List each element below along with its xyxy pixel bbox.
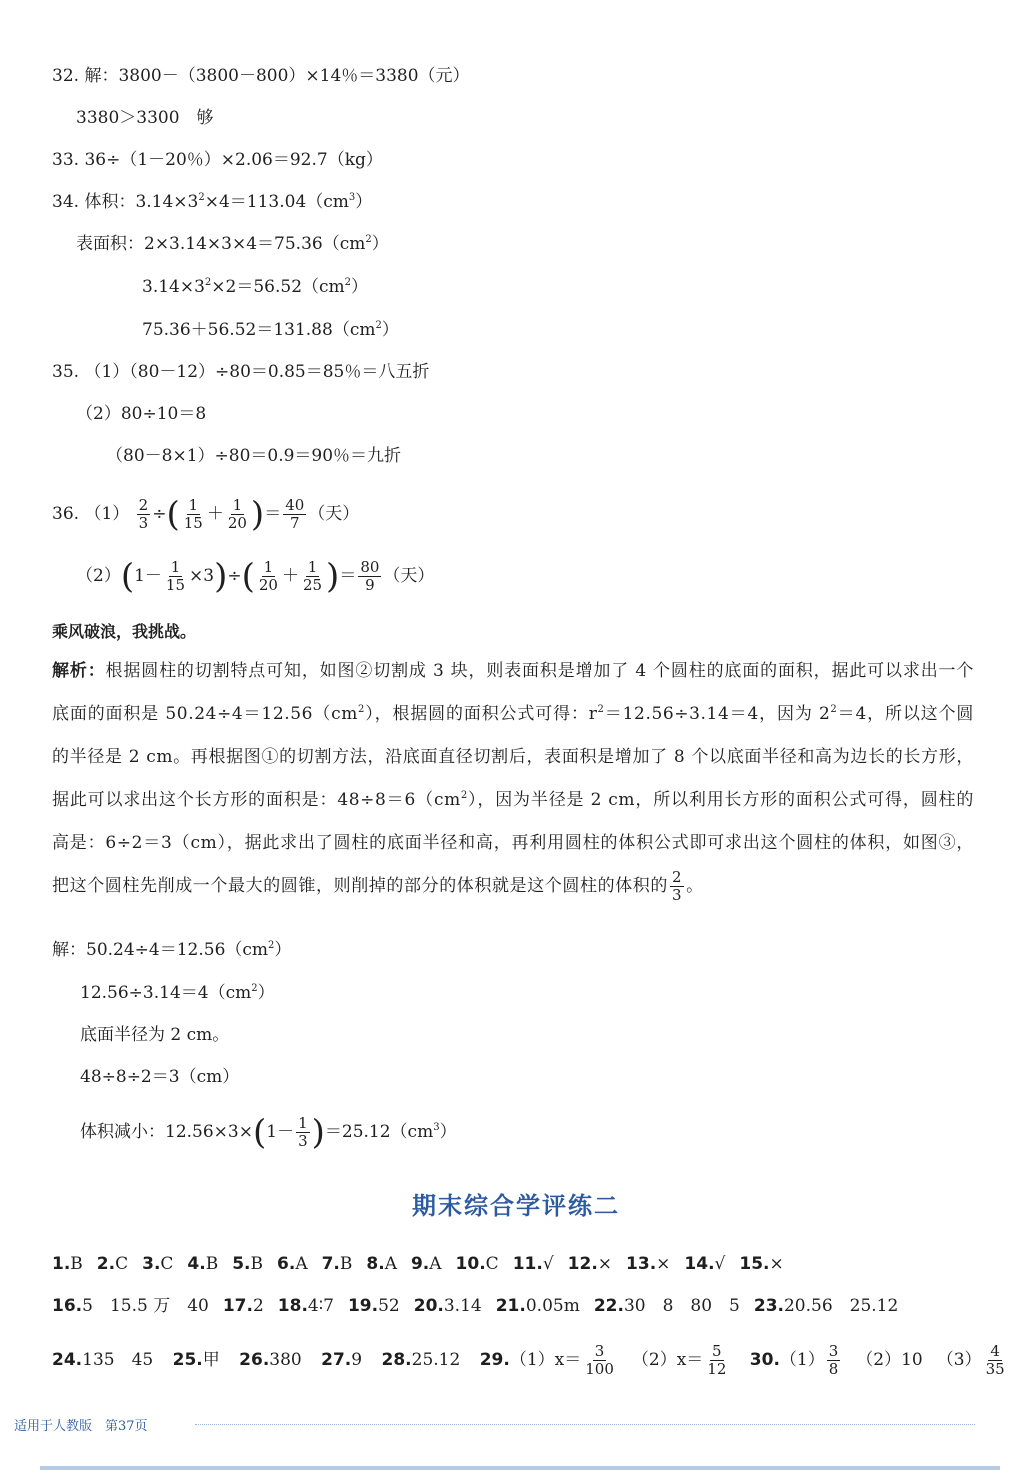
fraction: $\frac{3}{100}$ [585, 1342, 614, 1378]
q27-number: 27. [321, 1350, 352, 1370]
analysis-text-6: 。 [686, 876, 704, 896]
answer-number: 16. [52, 1296, 83, 1316]
q36-prefix: 36. （1） [52, 504, 130, 524]
answer-number: 23. [753, 1296, 784, 1316]
analysis-label: 解析： [52, 661, 106, 681]
answer-value: B [70, 1254, 83, 1274]
sup-2: 2 [597, 704, 605, 715]
answer-value: A [295, 1254, 308, 1274]
answer-number: 19. [347, 1296, 379, 1316]
q34-total-text: 75.36＋56.52＝131.88（cm [142, 320, 376, 340]
q34-volume-b: ×4＝113.04（cm [204, 192, 349, 212]
answer-value: B [250, 1254, 264, 1274]
fraction: $\frac{1}{15}$ [165, 558, 186, 594]
fraction: $\frac{1}{20}$ [258, 558, 278, 594]
q27-answer: 9 [351, 1350, 363, 1370]
solution-line-2: $12.56\div 3.14=4(cm^2)$ [80, 983, 275, 1003]
sup-3: 3 [348, 192, 356, 203]
fraction: $\frac{40}{7}$ [285, 496, 305, 532]
fraction: $\frac{1}{3}$ [298, 1114, 308, 1150]
sup-2: 2 [268, 940, 275, 951]
q25-answer: 甲 [202, 1350, 220, 1370]
analysis-text-3: ＝12.56÷3.14＝4，因为 2 [604, 704, 831, 724]
answer-number: 12. [567, 1254, 598, 1274]
sup-2: 2 [204, 277, 212, 288]
answer-value: 52 [378, 1296, 400, 1316]
bottom-band [40, 1466, 1000, 1470]
answer-value: 20.56 25.12 [783, 1296, 899, 1316]
q30-answer-2: （2）10 [856, 1350, 923, 1370]
fraction: $\frac{1}{15}$ [183, 496, 203, 532]
q32-line: 32. 解：3800－（3800－800）×14％＝3380（元） [52, 66, 470, 86]
answer-value: 30 8 80 5 [623, 1296, 740, 1316]
solution-line-5: 体积减小：12.56×3×(1－ $\frac{1}{3}$ )$=25.12(cm^3)$ [80, 1112, 457, 1153]
solution-text-2: 12.56÷3.14＝4（cm [80, 983, 252, 1003]
answer-number: 10. [455, 1254, 486, 1274]
fraction: $\frac{2}{3}$ [672, 868, 683, 904]
q30-answer-3: （3） [936, 1350, 982, 1370]
q34-surface-text: 表面积：2×3.14×3×4＝75.36（cm [76, 234, 366, 254]
q32-compare: 3380＞3300 够 [76, 108, 214, 128]
q33-line: 33. 36÷（1－20％）×2.06＝92.7（kg） [52, 150, 383, 170]
solution-line-4: 48÷8÷2＝3（cm） [80, 1067, 240, 1087]
answer-number: 20. [413, 1296, 444, 1316]
q36b-prefix: （2） [76, 566, 121, 586]
answer-number: 13. [626, 1254, 657, 1274]
solution-text-1: 解：50.24÷4＝12.56（cm [52, 940, 269, 960]
analysis-text-1: 根据圆柱的切割特点可知，如图②切割成 3 块，则表面积是增加了 4 个圆柱的底面的面积，据此可以求出一个底面的面积是 50.24÷4＝12.56（cm [52, 661, 974, 724]
sup-2: 2 [365, 234, 372, 245]
answer-value: A [384, 1254, 397, 1274]
fraction: $\frac{2}{3}$ [138, 496, 149, 532]
q24-answer: 135 45 [82, 1350, 154, 1370]
analysis-text-2: ），根据圆的面积公式可得：r [364, 704, 598, 724]
q35-line: 35. （1）（80－12）÷80＝0.85＝85％＝八五折 [52, 362, 430, 382]
answer-number: 4. [187, 1254, 206, 1274]
answer-value: 2 [252, 1296, 264, 1316]
answer-number: 21. [495, 1296, 526, 1316]
fraction: $\frac{5}{12}$ [707, 1342, 727, 1378]
answers-row-3 [52, 1340, 1009, 1380]
q30-number: 30. [749, 1350, 780, 1370]
analysis-paragraph [52, 650, 974, 908]
section-title: 期末综合学评练二 [412, 1192, 620, 1220]
answer-number: 18. [277, 1296, 308, 1316]
sup-2: 2 [375, 320, 382, 331]
q36-part2: （2）(1－ $\frac{1}{15}$ ×3)÷( $\frac{1}{20}$ ＋ $\frac{1}{25}$ )＝ $\frac{80}{9}$ （天） [76, 556, 435, 597]
fraction: $\frac{4}{35}$ [985, 1342, 1005, 1378]
q24-number: 24. [52, 1350, 83, 1370]
solution-text-5b: ＝25.12（cm [324, 1122, 434, 1142]
analysis-text-4: ＝4，所以这个圆的半径是 2 cm。再根据图①的切割方法，沿底面直径切割后，表面积是增加了 8 个以底面半径和高为边长的长方形，据此可以求出这个长方形的面积是：48÷8＝6（cm [52, 704, 974, 810]
q34-base: $3.14\times 3^2\times 2=56.52(cm^2)$ [142, 277, 369, 297]
q35-part2: （2）80÷10＝8 [76, 404, 207, 424]
answer-value: 4∶7 [307, 1296, 334, 1316]
q34-base-a: 3.14×3 [142, 277, 205, 297]
q26-answer: 380 [269, 1350, 302, 1370]
answers-row-1 [52, 1252, 798, 1276]
q29-answer-2: （2）x＝ [631, 1350, 704, 1370]
answer-value: × [597, 1254, 613, 1274]
footer-divider [195, 1424, 975, 1425]
answer-value: C [485, 1254, 499, 1274]
sup-2: 2 [358, 704, 365, 715]
q34-volume: 34. 体积：$3.14\times 3^2\times 4=113.04(cm^3)$ [52, 192, 373, 212]
sup-2: 2 [198, 192, 205, 203]
page-footer: 适用于人教版 第37页 [14, 1419, 148, 1434]
answer-number: 22. [593, 1296, 624, 1316]
q28-number: 28. [381, 1350, 412, 1370]
answer-number: 14. [684, 1254, 715, 1274]
answer-number: 11. [512, 1254, 543, 1274]
answer-number: 1. [52, 1254, 71, 1274]
q25-number: 25. [172, 1350, 203, 1370]
answer-number: 3. [142, 1254, 161, 1274]
answer-value: B [339, 1254, 353, 1274]
q34-total: $75.36+56.52=131.88(cm^2)$ [142, 320, 399, 340]
solution-line-1: 解：$50.24\div 4=12.56(cm^2)$ [52, 940, 292, 960]
q34-surface: 表面积：$2\times 3.14\times 3\times 4=75.36(cm^2)$ [76, 234, 389, 254]
solution-text-5a: 体积减小：12.56×3× [80, 1122, 253, 1142]
answer-value: 5 15.5 万 40 [82, 1296, 209, 1316]
analysis-text-5: ），因为半径是 2 cm，所以利用长方形的面积公式可得，圆柱的高是：6÷2＝3（cm），据此求出了圆柱的底面半径和高，再利用圆柱的体积公式即可求出这个圆柱的体积，如图③，把这个圆柱先削成一个最大的圆锥，则削掉的部分的体积就是这个圆柱的体积的 [52, 790, 974, 896]
answer-value: 0.05m [525, 1296, 580, 1316]
answer-number: 2. [96, 1254, 116, 1274]
answer-number: 9. [410, 1254, 430, 1274]
answer-value: × [769, 1254, 784, 1274]
answer-number: 15. [739, 1254, 770, 1274]
answer-number: 17. [222, 1296, 253, 1316]
fraction: $\frac{80}{9}$ [360, 558, 380, 594]
answer-number: 7. [321, 1254, 340, 1274]
fraction: $\frac{1}{25}$ [302, 558, 323, 594]
answer-value: C [115, 1254, 129, 1274]
fraction: $\frac{1}{20}$ [227, 496, 247, 532]
sup-2: 2 [344, 277, 352, 288]
unit-day: （天） [308, 504, 360, 524]
answer-value: C [160, 1254, 174, 1274]
answer-value: × [656, 1254, 671, 1274]
answer-value: A [429, 1254, 442, 1274]
answer-number: 8. [366, 1254, 385, 1274]
answer-number: 6. [277, 1254, 296, 1274]
q26-number: 26. [239, 1350, 270, 1370]
q34-base-b: ×2＝56.52（cm [211, 277, 345, 297]
sup-2: 2 [830, 704, 838, 715]
sup-3: 3 [433, 1122, 440, 1133]
answer-number: 5. [232, 1254, 251, 1274]
q34-volume-a: 34. 体积：3.14×3 [52, 192, 199, 212]
unit-day: （天） [383, 566, 435, 586]
q30-answer-1: （1） [779, 1350, 825, 1370]
q29-number: 29. [479, 1350, 510, 1370]
answer-value: B [205, 1254, 219, 1274]
q35-part2b: （80－8×1）÷80＝0.9＝90％＝九折 [106, 446, 402, 466]
sup-2: 2 [251, 983, 258, 994]
answer-value: 3.14 [443, 1296, 482, 1316]
fraction: $\frac{3}{8}$ [828, 1342, 839, 1378]
q29-answer-1: （1）x＝ [509, 1350, 582, 1370]
answers-row-2 [52, 1294, 912, 1318]
solution-line-3: 底面半径为 2 cm。 [80, 1025, 230, 1045]
q28-answer: 25.12 [411, 1350, 461, 1370]
answer-value: √ [714, 1254, 726, 1274]
q36-part1: 36. （1） $\frac{2}{3}$ ÷( $\frac{1}{15}$ ＋ $\frac{1}{20}$ )＝ $\frac{40}{7}$ （天） [52, 494, 360, 535]
sup-2: 2 [460, 790, 468, 801]
answer-value: √ [542, 1254, 554, 1274]
challenge-heading: 乘风破浪，我挑战。 [52, 622, 197, 641]
